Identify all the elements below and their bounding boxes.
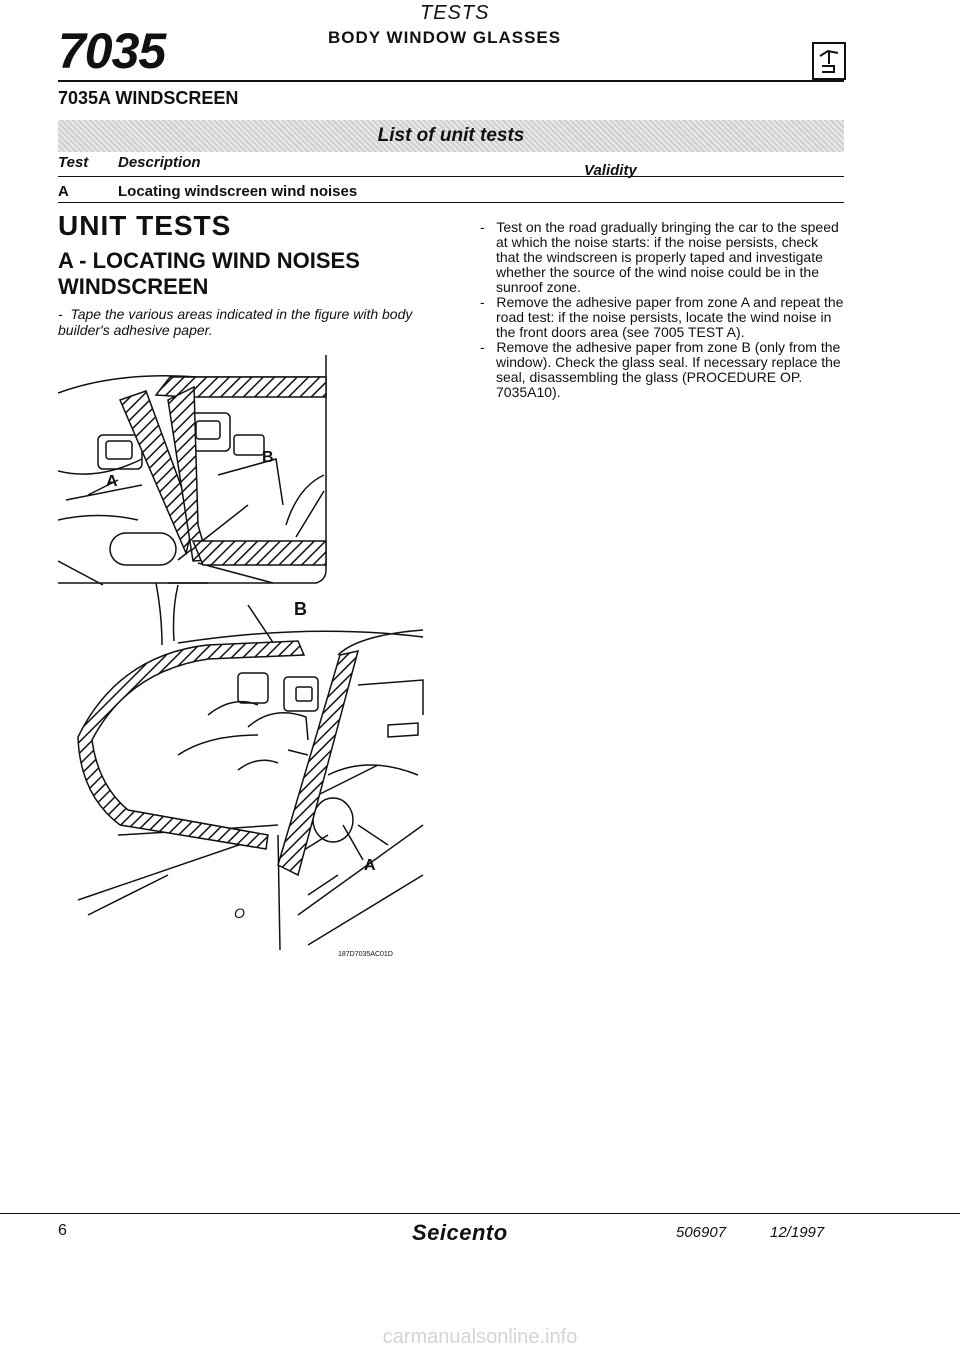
test-step: - Test on the road gradually bringing the car to the speed at which the noise starts: if the noise persists, check that the windscreen is properly taped and investigate whether the source of the wind noise could be in the sunroof zone. xyxy=(480,220,844,295)
removed-glass-icon xyxy=(812,42,846,80)
col-header-validity: Validity xyxy=(584,162,637,179)
col-header-description: Description xyxy=(118,154,201,171)
header-rule xyxy=(58,80,844,82)
test-steps xyxy=(480,220,844,400)
zone-b-label-lower: B xyxy=(294,599,307,619)
unit-tests-band xyxy=(58,120,844,152)
zone-a-label-lower: A xyxy=(364,857,376,874)
document-date: 12/1997 xyxy=(770,1224,825,1241)
zone-b-label-upper: B xyxy=(262,449,274,466)
table-row-rule xyxy=(58,202,844,203)
brand-name: Seicento xyxy=(412,1220,508,1245)
test-step: - Remove the adhesive paper from zone A and repeat the road test: if the noise persists, locate the wind noise in the front doors area (see 7005 TEST A). xyxy=(480,295,844,340)
windscreen-figure xyxy=(58,355,438,970)
header-title: BODY WINDOW GLASSES xyxy=(328,28,562,47)
header-category: TESTS xyxy=(420,2,490,24)
watermark: carmanualsonline.info xyxy=(382,1326,578,1348)
unit-tests-band-label: List of unit tests xyxy=(377,125,525,146)
table-row-description: Locating windscreen wind noises xyxy=(118,183,358,200)
unit-tests-title: UNIT TESTS xyxy=(58,210,232,241)
subsection-title: 7035A WINDSCREEN xyxy=(58,88,239,108)
figure-reference: 187D7035AC01D xyxy=(338,951,393,958)
section-code: 7035 xyxy=(58,23,166,79)
intro-instruction: - Tape the various areas indicated in the figure with body builder's adhesive paper. xyxy=(58,306,436,338)
table-header-rule xyxy=(58,176,844,177)
footer-rule xyxy=(0,1213,960,1214)
figure-letter-o: O xyxy=(234,905,245,921)
page-number: 6 xyxy=(58,1222,67,1239)
test-step: - Remove the adhesive paper from zone B (only from the window). Check the glass seal. If necessary replace the seal, disassembling the glass (PROCEDURE OP. 7035A10). xyxy=(480,340,844,400)
document-number: 506907 xyxy=(676,1224,727,1241)
section-heading: A - LOCATING WIND NOISES WINDSCREEN xyxy=(58,248,360,299)
col-header-test: Test xyxy=(58,154,89,171)
zone-a-label-upper: A xyxy=(106,473,118,490)
table-row-test: A xyxy=(58,183,69,200)
